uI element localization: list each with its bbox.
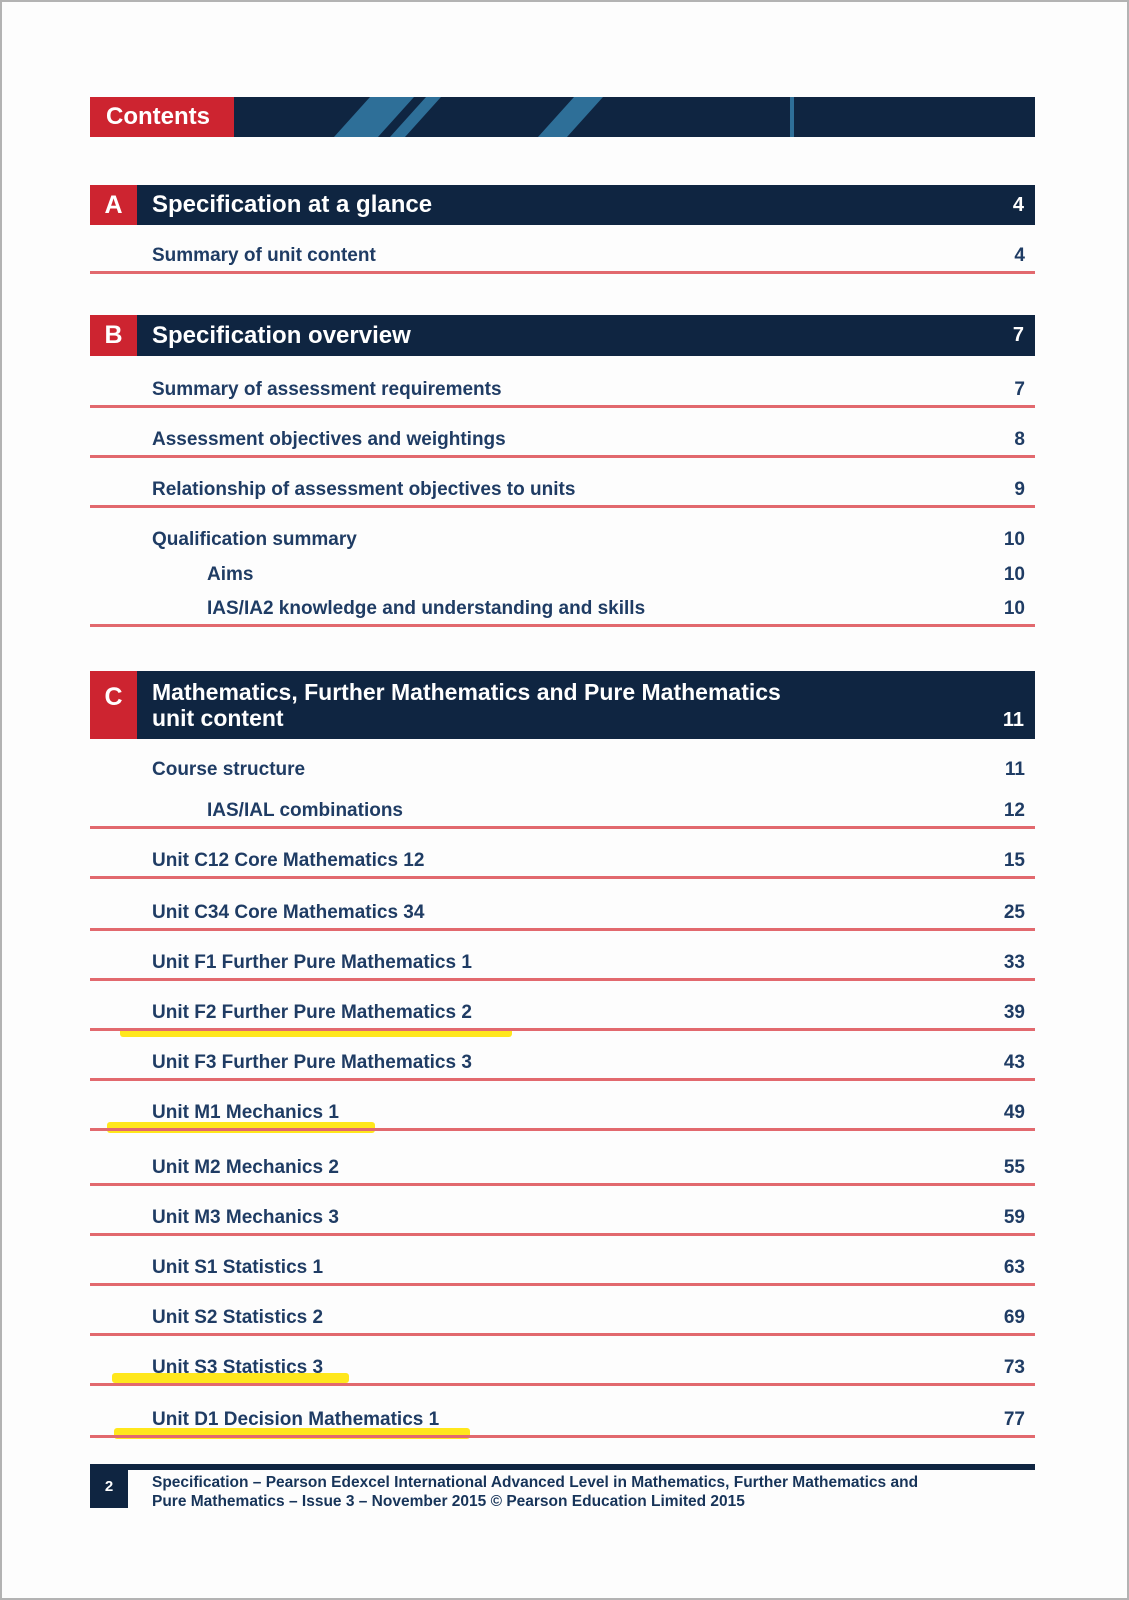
toc-label: Unit F3 Further Pure Mathematics 3 [152,1051,472,1073]
section-bar-b[interactable] [90,315,1035,356]
section-title: Specification at a glance [152,191,433,218]
toc-row[interactable] [90,795,1035,829]
footer-page-number: 2 [90,1464,128,1508]
toc-row[interactable] [90,1097,1035,1131]
toc-row[interactable] [90,1302,1035,1336]
toc-label: Qualification summary [152,528,357,550]
toc-label: Unit D1 Decision Mathematics 1 [152,1408,440,1430]
toc-label: Aims [207,563,254,585]
toc-page-number: 69 [1003,1306,1025,1328]
toc-page-number: 63 [1003,1256,1025,1278]
toc-page-number: 43 [1003,1051,1025,1073]
toc-label: Relationship of assessment objectives to units [152,478,576,500]
footer-text-line2: Pure Mathematics – Issue 3 – November 2015 © Pearson Education Limited 2015 [152,1492,745,1510]
toc-row[interactable] [90,240,1035,274]
toc-page-number: 10 [1003,597,1025,619]
toc-label: Unit F2 Further Pure Mathematics 2 [152,1001,472,1023]
toc-page-number: 49 [1003,1101,1025,1123]
section-page-number: 7 [1012,324,1024,346]
toc-row[interactable] [90,1404,1035,1438]
toc-label: IAS/IAL combinations [207,799,404,821]
toc-label: Unit C12 Core Mathematics 12 [152,849,425,871]
page-header [90,97,1035,137]
toc-page-number: 73 [1003,1356,1025,1378]
toc-page-number: 15 [1003,849,1025,871]
toc-row[interactable] [90,559,1035,590]
toc-row[interactable] [90,947,1035,981]
section-letter: C [90,671,137,739]
footer-rule [90,1464,1035,1470]
toc-page-number: 39 [1003,1001,1025,1023]
toc-page-number: 33 [1003,951,1025,973]
toc-row[interactable] [90,1252,1035,1286]
contents-tab: Contents [90,97,234,137]
section-letter: B [90,315,137,356]
toc-row[interactable] [90,997,1035,1031]
toc-page-number: 9 [1014,478,1025,500]
toc-page-number: 10 [1003,563,1025,585]
toc-label: Summary of unit content [152,244,376,266]
toc-page-number: 8 [1014,428,1025,450]
toc-row[interactable] [90,845,1035,879]
toc-page-number: 10 [1003,528,1025,550]
section-page-number: 11 [1002,709,1024,731]
toc-page-number: 25 [1003,901,1025,923]
toc-row[interactable] [90,754,1035,785]
footer-text [152,1474,962,1511]
toc-label: Unit M3 Mechanics 3 [152,1206,339,1228]
toc-label: Unit M1 Mechanics 1 [152,1101,339,1123]
footer-text-line1: Specification – Pearson Edexcel International Advanced Level in Mathematics, Further Mathematics and [152,1474,919,1491]
toc-row[interactable] [90,897,1035,931]
toc-label: IAS/IA2 knowledge and understanding and skills [207,597,646,619]
section-page-number: 4 [1012,193,1024,216]
header-stripe [533,97,609,137]
toc-row[interactable] [90,474,1035,508]
toc-label: Unit S1 Statistics 1 [152,1256,324,1278]
toc-label: Unit M2 Mechanics 2 [152,1156,339,1178]
section-bar-a[interactable] [90,185,1035,225]
header-stripe [790,97,794,137]
toc-label: Unit C34 Core Mathematics 34 [152,901,425,923]
toc-row[interactable] [90,593,1035,627]
section-title [137,671,1003,739]
toc-row[interactable] [90,424,1035,458]
section-title-line2: unit content [152,705,284,731]
toc-page-number: 11 [1004,758,1025,780]
toc-label: Course structure [152,758,306,780]
toc-page-number: 59 [1003,1206,1025,1228]
toc-row[interactable] [90,374,1035,408]
toc-page-number: 12 [1003,799,1025,821]
toc-row[interactable] [90,1152,1035,1186]
toc-label: Summary of assessment requirements [152,378,502,400]
toc-page-number: 77 [1003,1408,1025,1430]
toc-label: Unit S2 Statistics 2 [152,1306,324,1328]
toc-label: Unit S3 Statistics 3 [152,1356,324,1378]
toc-row[interactable] [90,1352,1035,1386]
toc-row[interactable] [90,1202,1035,1236]
toc-label: Assessment objectives and weightings [152,428,506,450]
toc-page-number: 55 [1003,1156,1025,1178]
section-bar-c[interactable] [90,671,1035,739]
toc-row[interactable] [90,524,1035,555]
toc-row[interactable] [90,1047,1035,1081]
header-decoration-bar [234,97,1035,137]
section-title: Specification overview [152,321,411,349]
section-letter: A [90,185,137,225]
toc-page-number: 7 [1014,378,1025,400]
toc-page-number: 4 [1014,244,1025,266]
section-title-line1: Mathematics, Further Mathematics and Pure Mathematics [152,679,781,705]
toc-label: Unit F1 Further Pure Mathematics 1 [152,951,472,973]
